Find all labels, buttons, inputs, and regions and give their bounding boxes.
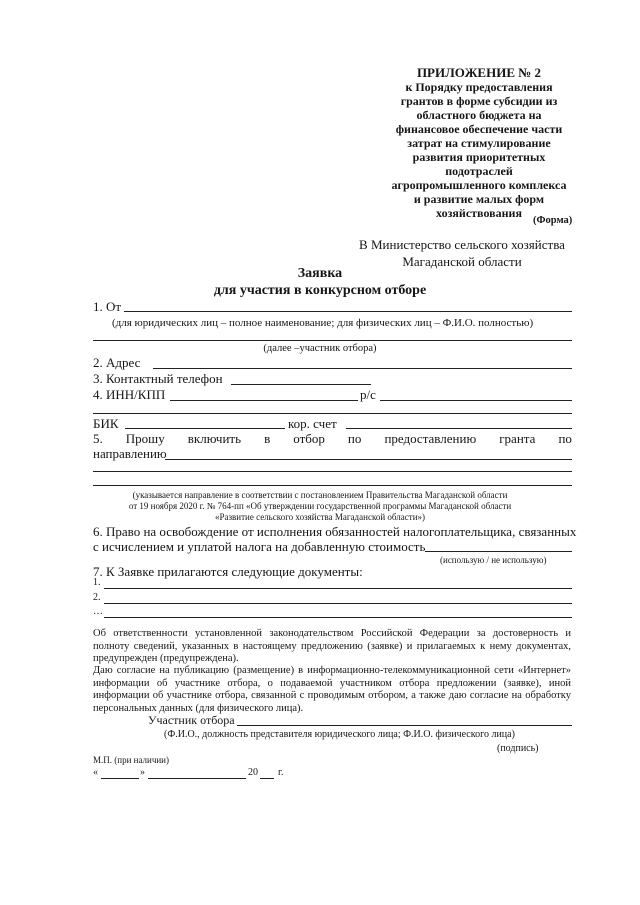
address-input-line[interactable] bbox=[153, 368, 572, 369]
form-label: (Форма) bbox=[533, 215, 573, 226]
direction-note bbox=[0, 490, 640, 523]
inn-label: 4. ИНН/КПП bbox=[93, 387, 166, 402]
recipient-line-1: В Министерство сельского хозяйства bbox=[359, 237, 565, 252]
doc-item-number: 2. bbox=[93, 592, 101, 603]
responsibility-paragraph: Об ответственности установленной законодательством Российской Федерации за достоверность и полноту сведений, указанных в настоящему предложению (заявке) и прилагаемых к нему документах, предупрежден (предупреждена). bbox=[93, 628, 571, 664]
bank-input-line[interactable] bbox=[93, 413, 572, 414]
p5-word: 5. bbox=[93, 431, 103, 446]
p5-line bbox=[93, 431, 572, 447]
inn-input-line[interactable] bbox=[170, 400, 358, 401]
rs-input-line[interactable] bbox=[380, 400, 572, 401]
from-input-line-2[interactable] bbox=[93, 340, 572, 341]
appendix-line: к Порядку предоставления bbox=[405, 80, 553, 94]
vat-input-line[interactable] bbox=[425, 551, 572, 552]
p6-line-2: с исчислением и уплатой налога на добавленную стоимость bbox=[93, 539, 426, 554]
document-title: Заявка bbox=[297, 266, 343, 281]
appendix-line: областного бюджета на bbox=[416, 108, 542, 122]
appendix-line: финансовое обеспечение части bbox=[395, 122, 563, 136]
p5-word: предоставлению bbox=[384, 431, 477, 446]
p5-word: гранта bbox=[499, 431, 536, 446]
kor-label: кор. счет bbox=[288, 416, 337, 431]
appendix-line: хозяйствования bbox=[436, 206, 522, 220]
recipient-line-2: Магаданской области bbox=[402, 254, 522, 269]
participant-input-line[interactable] bbox=[237, 725, 572, 726]
date-open-quote: « bbox=[93, 767, 98, 778]
bik-input-line[interactable] bbox=[125, 428, 285, 429]
phone-input-line[interactable] bbox=[231, 384, 371, 385]
phone-label: 3. Контактный телефон bbox=[93, 371, 223, 386]
direction-note-line: от 19 ноября 2020 г. № 764-пп «Об утверждении государственной программы Магаданской области bbox=[128, 501, 512, 511]
date-close-quote: » bbox=[140, 767, 145, 778]
direction-note-line: «Развитие сельского хозяйства Магаданской области») bbox=[214, 512, 426, 522]
from-note: (для юридических лиц – полное наименование; для физических лиц – Ф.И.О. полностью) bbox=[112, 317, 534, 329]
direction-input-line-2[interactable] bbox=[93, 471, 572, 472]
participant-label: Участник отбора bbox=[148, 713, 235, 727]
p5-word: включить bbox=[187, 431, 242, 446]
doc-item-number: … bbox=[93, 606, 103, 617]
appendix-line: ПРИЛОЖЕНИЕ № 2 bbox=[416, 65, 542, 80]
doc-item-line[interactable] bbox=[104, 603, 572, 604]
date-year-prefix: 20 bbox=[248, 767, 258, 778]
signature-note: (подпись) bbox=[497, 743, 539, 754]
docs-label: 7. К Заявке прилагаются следующие документы: bbox=[93, 564, 363, 579]
direction-input-line[interactable] bbox=[165, 459, 572, 460]
from-label: 1. От bbox=[93, 299, 122, 314]
kor-input-line[interactable] bbox=[346, 428, 572, 429]
p5-direction-label: направлению bbox=[93, 446, 167, 461]
document-subtitle: для участия в конкурсном отборе bbox=[213, 283, 427, 298]
recipient-block bbox=[337, 236, 587, 270]
participant-note: (Ф.И.О., должность представителя юридического лица; Ф.И.О. физического лица) bbox=[164, 729, 515, 740]
doc-item-number: 1. bbox=[93, 577, 101, 588]
bik-label: БИК bbox=[93, 416, 119, 431]
participant-note: (далее –участник отбора) bbox=[263, 343, 377, 354]
direction-note-line: (указывается направление в соответствии с постановлением Правительства Магаданской области bbox=[132, 490, 508, 500]
p5-word: Прошу bbox=[125, 431, 165, 446]
appendix-line: агропромышленного комплекса bbox=[391, 178, 567, 192]
p5-word: по bbox=[347, 431, 362, 446]
consent-paragraph: Даю согласие на публикацию (размещение) в информационно-телекоммуникационной сети «Интернет» информации об участнике отбора, о подаваемой участником отбора предложении (заявке), иной информации об участнике отбора, связанной с проводимым отбором, а также даю согласие на обработку персональных данных (для физического лица). bbox=[93, 665, 571, 714]
doc-item-line[interactable] bbox=[104, 588, 572, 589]
p5-word: в bbox=[264, 431, 271, 446]
doc-item-line[interactable] bbox=[104, 617, 572, 618]
vat-note: (использую / не использую) bbox=[440, 555, 547, 565]
p5-word: отбор bbox=[293, 431, 325, 446]
p6-line-1: 6. Право на освобождение от исполнения обязанностей налогоплательщика, связанных bbox=[93, 524, 577, 539]
appendix-line: подотраслей bbox=[445, 164, 513, 178]
date-month-line[interactable] bbox=[148, 778, 246, 779]
appendix-line: и развитие малых форм bbox=[413, 192, 545, 206]
appendix-line: грантов в форме субсидии из bbox=[400, 94, 558, 108]
date-year-line[interactable] bbox=[260, 778, 274, 779]
address-label: 2. Адрес bbox=[93, 355, 141, 370]
appendix-header bbox=[372, 66, 586, 220]
appendix-line: развития приоритетных bbox=[412, 150, 546, 164]
rs-label: р/с bbox=[360, 387, 376, 402]
appendix-line: затрат на стимулирование bbox=[407, 136, 551, 150]
from-input-line[interactable] bbox=[124, 311, 572, 312]
date-day-line[interactable] bbox=[101, 778, 139, 779]
p5-word: по bbox=[558, 431, 572, 446]
stamp-label: М.П. (при наличии) bbox=[93, 755, 169, 765]
direction-input-line-3[interactable] bbox=[93, 485, 572, 486]
date-year-suffix: г. bbox=[278, 767, 284, 778]
